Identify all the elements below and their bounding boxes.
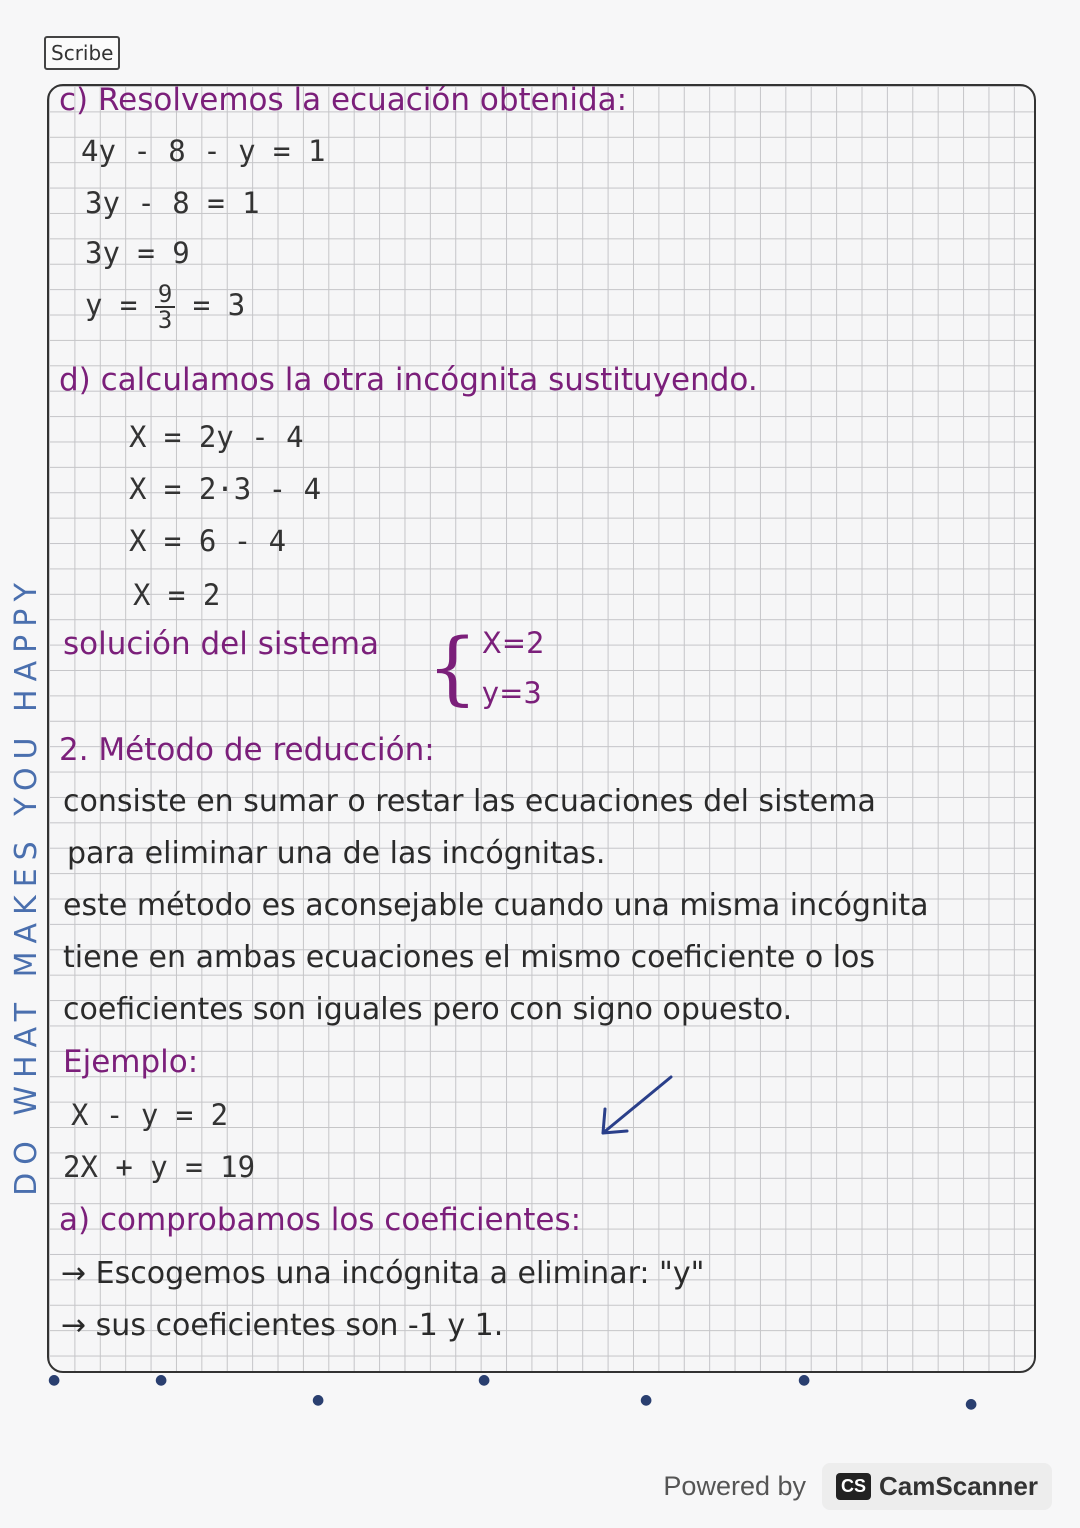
example-label: Ejemplo: <box>63 1044 199 1080</box>
fraction-numerator: 9 <box>155 282 175 308</box>
solution-x: X=2 <box>481 626 545 660</box>
brace-glyph: { <box>427 621 478 714</box>
solution-values <box>427 618 545 718</box>
doodle-dot: ● <box>155 1372 168 1388</box>
solution-y: y=3 <box>481 676 542 710</box>
example-equation-1: X - y = 2 <box>71 1098 229 1132</box>
doodle-dot: ● <box>798 1372 811 1388</box>
notebook-page <box>47 84 1036 1373</box>
doodle-dot: ● <box>478 1372 491 1388</box>
fraction-result: = 3 <box>192 288 246 322</box>
pen-arrow-mark <box>589 1071 679 1141</box>
step-c-line-2: 3y - 8 = 1 <box>85 186 260 220</box>
camscanner-logo-icon: CS <box>836 1473 871 1500</box>
scribe-logo: Scribe <box>44 36 120 70</box>
step-c-line-3: 3y = 9 <box>85 236 190 270</box>
step-d-line-4: X = 2 <box>133 578 221 612</box>
doodle-dot: ● <box>640 1392 653 1408</box>
solution-label: solución del sistema <box>63 626 380 662</box>
fraction <box>155 282 175 332</box>
fraction-denominator: 3 <box>157 306 173 334</box>
camscanner-brand: CamScanner <box>879 1471 1038 1501</box>
side-motto-text: DO WHAT MAKES YOU HAPPY <box>8 574 44 1196</box>
step-c-line-1: 4y - 8 - y = 1 <box>81 134 326 168</box>
method-para-5: coeficientes son iguales pero con signo opuesto. <box>63 992 793 1027</box>
step-c-heading: c) Resolvemos la ecuación obtenida: <box>59 84 628 118</box>
method-para-1: consiste en sumar o restar las ecuaciones del sistema <box>63 784 876 819</box>
step-d-line-2: X = 2·3 - 4 <box>129 472 322 506</box>
doodle-dot: ● <box>965 1396 978 1412</box>
method-para-2: para eliminar una de las incógnitas. <box>67 836 606 871</box>
doodle-dot: ● <box>48 1372 61 1388</box>
camscanner-badge <box>822 1463 1052 1510</box>
step-d-heading: d) calculamos la otra incógnita sustituyendo. <box>59 362 758 398</box>
step-c-fraction-line <box>85 282 245 332</box>
doodle-dot: ● <box>312 1392 325 1408</box>
step-d-line-3: X = 6 - 4 <box>129 524 287 558</box>
step-a-bullet-2: → sus coeficientes son -1 y 1. <box>61 1308 504 1343</box>
example-equation-2: 2X + y = 19 <box>63 1150 256 1184</box>
step-a-bullet-1: → Escogemos una incógnita a eliminar: "y" <box>61 1256 705 1291</box>
step-d-line-1: X = 2y - 4 <box>129 420 304 454</box>
step-a-heading: a) comprobamos los coeficientes: <box>59 1202 582 1238</box>
powered-by-text: Powered by <box>663 1471 807 1501</box>
fraction-prefix: y = <box>85 288 138 322</box>
side-motto <box>8 300 44 1470</box>
method-heading: 2. Método de reducción: <box>59 732 435 768</box>
camscanner-footer <box>663 1463 1052 1510</box>
method-para-4: tiene en ambas ecuaciones el mismo coeficiente o los <box>63 940 876 975</box>
method-para-3: este método es aconsejable cuando una misma incógnita <box>63 888 929 923</box>
